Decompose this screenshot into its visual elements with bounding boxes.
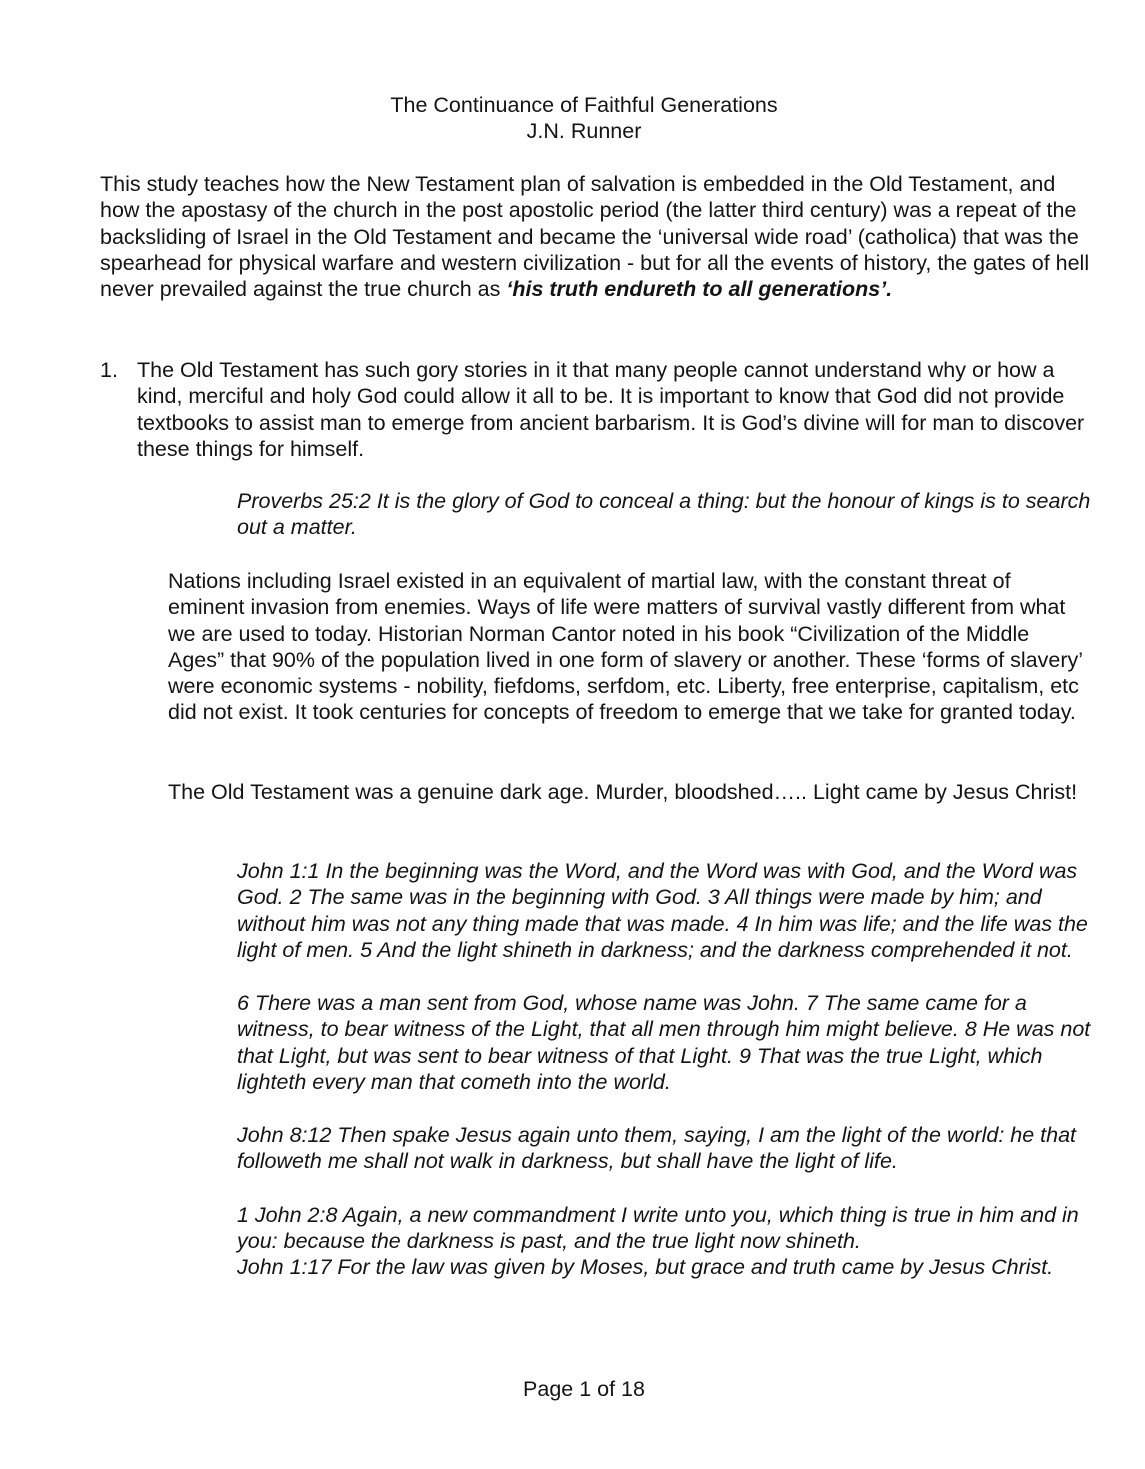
- quote-john-1-b: 6 There was a man sent from God, whose name was John. 7 The same came for a witness, to bear witness of the Light, that all men through him might believe. 8 He was not that Light, but was sent to bear witness of that Light. 9 That was the true Light, which lighteth every man that cometh into the world.: [237, 991, 1091, 1094]
- quote-john-8: John 8:12 Then spake Jesus again unto them, saying, I am the light of the world: he that followeth me shall not walk in darkness, but shall have the light of life.: [237, 1123, 1077, 1174]
- quote-proverbs: Proverbs 25:2 It is the glory of God to conceal a thing: but the honour of kings is to search out a matter.: [237, 489, 1091, 540]
- quote-john-1-a: John 1:1 In the beginning was the Word, and the Word was with God, and the Word was God. 2 The same was in the beginning with God. 3 All things were made by him; and without him was not any thing made that was made. 4 In him was life; and the life was the light of men. 5 And the light shineth in darkness; and the darkness comprehended it not.: [237, 859, 1088, 962]
- document-title: The Continuance of Faithful Generations: [390, 93, 778, 117]
- page-number: Page 1 of 18: [523, 1377, 645, 1401]
- intro-emphasis: ‘his truth endureth to all generations’.: [506, 277, 893, 302]
- list-item-text: The Old Testament has such gory stories in it that many people cannot understand why or how a kind, merciful and holy God could allow it all to be. It is important to know that God did not provide textbooks to assist man to emerge from ancient barbarism. It is God’s divine will for man to discover these things for himself.: [137, 358, 1085, 461]
- intro-text: This study teaches how the New Testament plan of salvation is embedded in the Old Testament, and how the apostasy of the church in the post apostolic period (the latter third century) was a repeat of the backsliding of Israel in the Old Testament and became the ‘universal wide road’ (catholica) that was the spearhead for physical warfare and western civilization - but for all the events of history, the gates of hell never prevailed against the true church as: [100, 172, 1090, 302]
- intro-paragraph: [100, 171, 1090, 302]
- document-author: J.N. Runner: [526, 119, 642, 144]
- title-block: [0, 92, 1145, 145]
- paragraph-dark-age: The Old Testament was a genuine dark age. Murder, bloodshed….. Light came by Jesus Christ!: [168, 780, 1078, 804]
- quote-john-1-17: John 1:17 For the law was given by Moses, but grace and truth came by Jesus Christ.: [237, 1255, 1054, 1279]
- paragraph-nations: Nations including Israel existed in an equivalent of martial law, with the constant threat of eminent invasion from enemies. Ways of life were matters of survival vastly different from what we are used to today. Historian Norman Cantor noted in his book “Civilization of the Middle Ages” that 90% of the population lived in one form of slavery or another. These ‘forms of slavery’ were economic systems - nobility, fiefdoms, serfdom, etc. Liberty, free enterprise, capitalism, etc did not exist. It took centuries for concepts of freedom to emerge that we take for granted today.: [168, 569, 1083, 725]
- quote-1-john-2: 1 John 2:8 Again, a new commandment I write unto you, which thing is true in him and in you: because the darkness is past, and the true light now shineth.: [237, 1203, 1079, 1254]
- list-item-number: 1.: [100, 358, 118, 382]
